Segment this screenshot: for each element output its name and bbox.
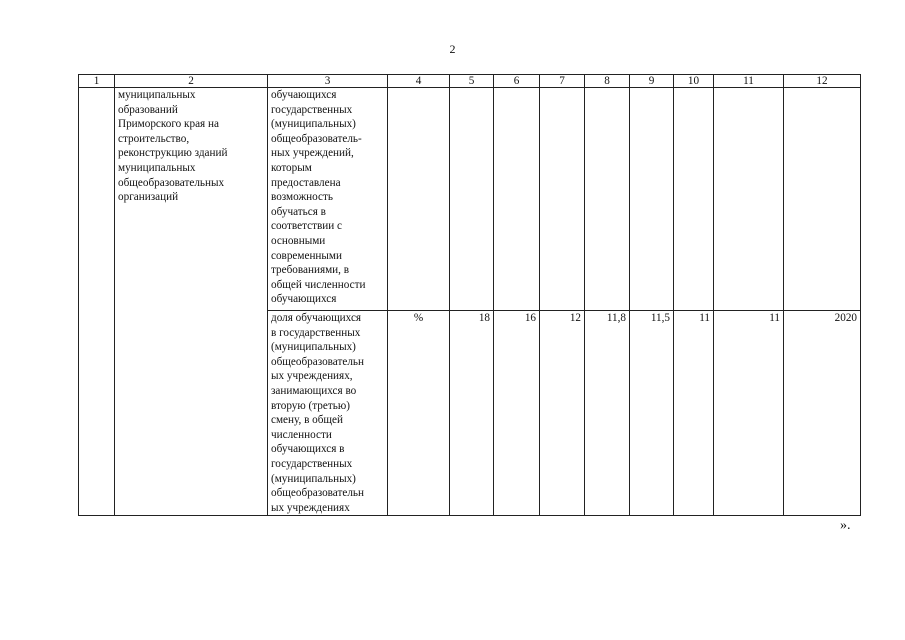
table-cell (630, 88, 674, 311)
table-cell-value: 18 (450, 311, 494, 516)
table-cell-value: 12 (540, 311, 585, 516)
table-cell-year: 2020 (784, 311, 861, 516)
column-header: 3 (268, 75, 388, 88)
column-header: 5 (450, 75, 494, 88)
column-header: 10 (674, 75, 714, 88)
column-header: 6 (494, 75, 540, 88)
column-header: 4 (388, 75, 450, 88)
table-cell (494, 88, 540, 311)
column-header: 7 (540, 75, 585, 88)
page-number: 2 (449, 42, 456, 56)
table-cell (540, 88, 585, 311)
table-cell-indicator-name: доля обучающихся в государственных (муниципальных) общеобразовательн ых учреждениях, занимающихся во вторую (третью) смену, в общей численности обучающихся в государственных (муниципальных) общеобразовательн ых учреждениях (268, 311, 388, 516)
table-cell-value: 11,8 (585, 311, 630, 516)
column-header: 12 (784, 75, 861, 88)
table-cell-value: 16 (494, 311, 540, 516)
table-header-row (79, 75, 861, 88)
column-header: 2 (115, 75, 268, 88)
indicator-table (78, 74, 861, 516)
table-cell-indicator-name: обучающихся государственных (муниципальных) общеобразователь- ных учреждений, которым предоставлена возможность обучаться в соответствии с основными современными требованиями, в общей численности обучающихся (268, 88, 388, 311)
table-cell-value: 11 (714, 311, 784, 516)
column-header: 9 (630, 75, 674, 88)
column-header: 11 (714, 75, 784, 88)
table-cell-program-name: муниципальных образований Приморского края на строительство, реконструкцию зданий муниципальных общеобразовательных организаций (115, 88, 268, 516)
table-cell (79, 88, 115, 516)
table-cell-unit (388, 88, 450, 311)
table-cell (714, 88, 784, 311)
column-header: 8 (585, 75, 630, 88)
table-cell (585, 88, 630, 311)
column-header: 1 (79, 75, 115, 88)
table-cell-value: 11 (674, 311, 714, 516)
table-cell-unit: % (388, 311, 450, 516)
closing-quote-mark: ». (840, 518, 851, 533)
table-cell (450, 88, 494, 311)
table-cell (674, 88, 714, 311)
table-cell (784, 88, 861, 311)
table-cell-value: 11,5 (630, 311, 674, 516)
table-row (79, 88, 861, 311)
